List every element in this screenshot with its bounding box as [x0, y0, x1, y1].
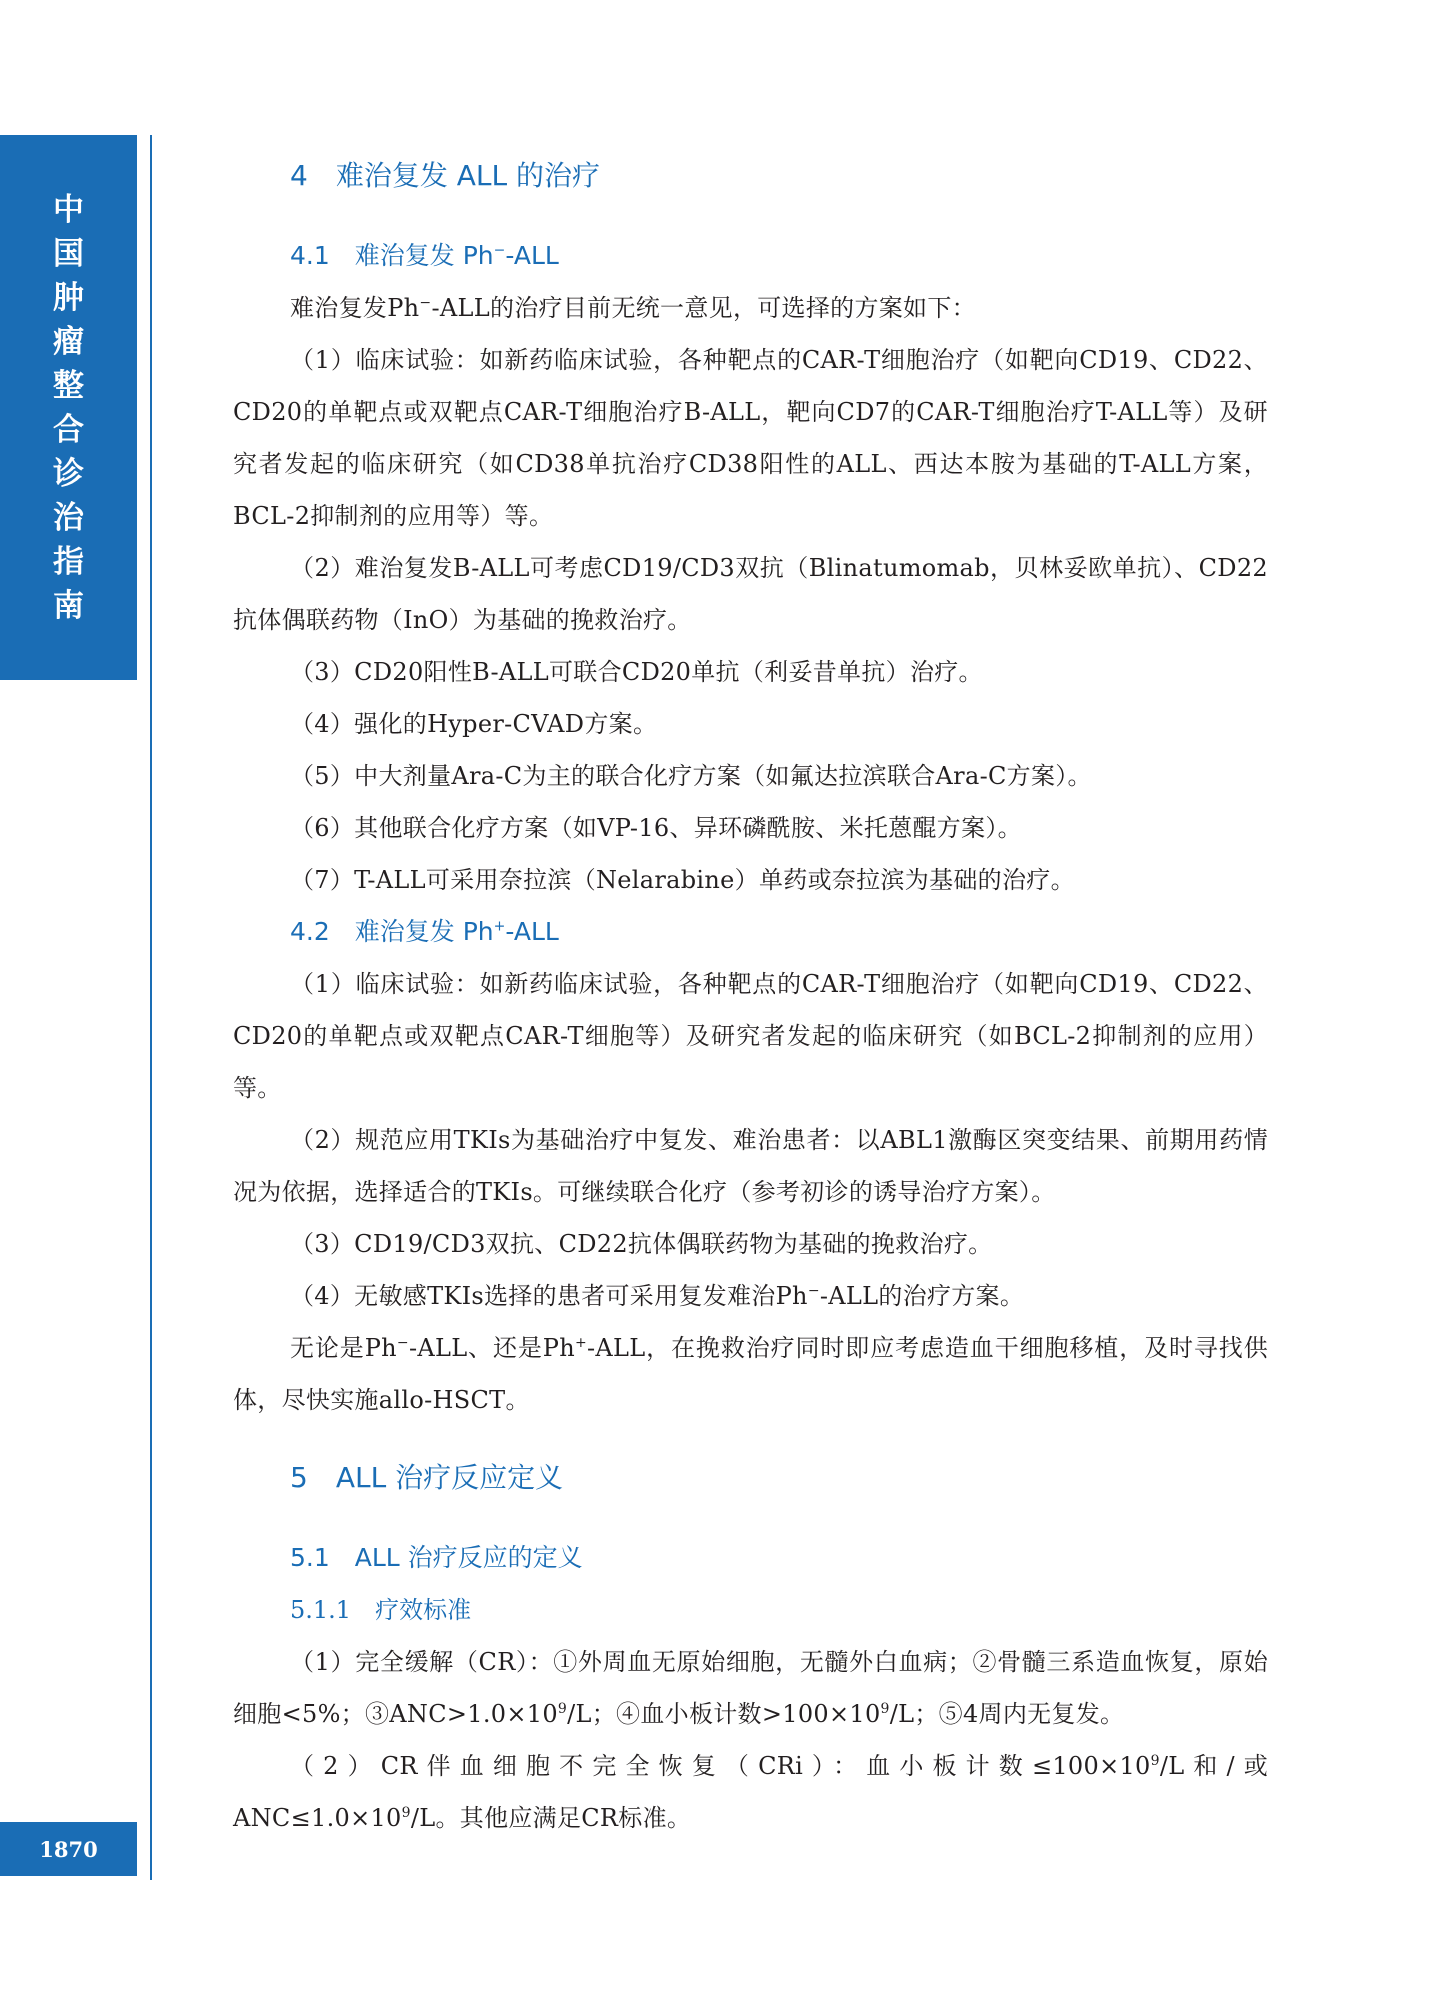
- section-4-1-intro: 难治复发Ph−-ALL的治疗目前无统一意见，可选择的方案如下：: [290, 294, 976, 322]
- book-title-char: 南: [53, 587, 84, 624]
- book-title-char: 瘤: [53, 323, 84, 360]
- book-title-char: 治: [53, 499, 84, 536]
- criteria-cri: （2）CR伴血细胞不完全恢复（CRi）：血小板计数$\le 100\times 10^9/L$和/或$ANC\le 1.0\times 10^9/L$。其他应满足CR标准。: [233, 1752, 1268, 1832]
- page-number: 1870: [0, 1822, 137, 1876]
- section-5-heading: 5 ALL 治疗反应定义: [290, 1461, 564, 1494]
- section-4-2-item: （4）无敏感TKIs选择的患者可采用复发难治Ph−-ALL的治疗方案。: [290, 1282, 1025, 1310]
- section-4-1-item: （5）中大剂量Ara-C为主的联合化疗方案（如氟达拉滨联合Ara-C方案）。: [290, 762, 1092, 790]
- book-title-char: 整: [53, 367, 84, 404]
- section-5-1-1-heading: 5.1.1 疗效标准: [290, 1596, 472, 1624]
- section-4-heading: 4 难治复发 ALL 的治疗: [290, 159, 600, 192]
- book-title-char: 合: [53, 411, 84, 448]
- section-4-2-item: （1）临床试验：如新药临床试验，各种靶点的CAR-T细胞治疗（如靶向CD19、CD22、CD20的单靶点或双靶点CAR-T细胞等）及研究者发起的临床研究（如BCL-2抑制剂的应用）等。: [233, 970, 1268, 1102]
- section-4-1-item: （2）难治复发B-ALL可考虑CD19/CD3双抗（Blinatumomab，贝林妥欧单抗）、CD22抗体偶联药物（InO）为基础的挽救治疗。: [233, 554, 1268, 634]
- section-4-1-heading: 4.1 难治复发 Ph−-ALL: [290, 241, 559, 270]
- section-4-2-heading: 4.2 难治复发 Ph+-ALL: [290, 917, 559, 946]
- section-4-1-item: （1）临床试验：如新药临床试验，各种靶点的CAR-T细胞治疗（如靶向CD19、CD22、CD20的单靶点或双靶点CAR-T细胞治疗B-ALL，靶向CD7的CAR-T细胞治疗T-ALL等）及研究者发起的临床研究（如CD38单抗治疗CD38阳性的ALL、西达本胺为基础的T-ALL方案，BCL-2抑制剂的应用等）等。: [233, 346, 1268, 530]
- section-4-1-item: （4）强化的Hyper-CVAD方案。: [290, 710, 658, 738]
- book-title-char: 肿: [53, 279, 84, 316]
- section-4-1-item: （7）T-ALL可采用奈拉滨（Nelarabine）单药或奈拉滨为基础的治疗。: [290, 866, 1075, 894]
- section-4-1-item: （6）其他联合化疗方案（如VP-16、异环磷酰胺、米托蒽醌方案）。: [290, 814, 1022, 842]
- book-title-tab: [0, 135, 137, 680]
- book-title-char: 诊: [53, 455, 84, 492]
- section-4-2-item: （2）规范应用TKIs为基础治疗中复发、难治患者：以ABL1激酶区突变结果、前期用药情况为依据，选择适合的TKIs。可继续联合化疗（参考初诊的诱导治疗方案）。: [233, 1126, 1268, 1206]
- margin-rule: [150, 135, 152, 1880]
- section-4-2-item: （3）CD19/CD3双抗、CD22抗体偶联药物为基础的挽救治疗。: [290, 1230, 993, 1258]
- book-title-char: 中: [53, 191, 84, 228]
- section-5-1-heading: 5.1 ALL 治疗反应的定义: [290, 1543, 583, 1572]
- criteria-cr: （1）完全缓解（CR）：①外周血无原始细胞，无髓外白血病；②骨髓三系造血恢复，原始细胞<5%；$③ANC>1.0\times 10^9/L$；④血小板计数$>100\times 10^9/L$；⑤4周内无复发。: [233, 1648, 1268, 1728]
- book-title-char: 国: [53, 235, 84, 272]
- section-4-2-summary: 无论是Ph−-ALL、还是Ph+-ALL，在挽救治疗同时即应考虑造血干细胞移植，及时寻找供体，尽快实施allo-HSCT。: [233, 1334, 1269, 1414]
- book-title-char: 指: [53, 543, 84, 580]
- section-4-1-item: （3）CD20阳性B-ALL可联合CD20单抗（利妥昔单抗）治疗。: [290, 658, 983, 686]
- page-content: [233, 150, 1268, 1844]
